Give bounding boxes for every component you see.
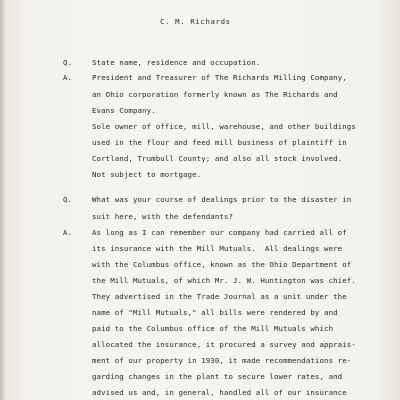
answer-label: A. (63, 228, 73, 237)
answer-line: the Mill Mutuals, of which Mr. J. W. Huntington was chief. (92, 276, 356, 285)
answer-line: Cortland, Trumbull County; and also all stock involved. (92, 154, 343, 163)
question-line: suit here, with the defendants? (92, 212, 234, 221)
answer-line: an Ohio corporation formerly known as The Richards and (92, 90, 338, 99)
answer-line: As long as I can remember our company had carried all of (92, 228, 347, 237)
answer-label: A. (63, 73, 73, 82)
answer-line: advised us and, in general, handled all of our insurance (92, 388, 347, 397)
question-line: What was your course of dealings prior to the disaster in (92, 195, 352, 204)
answer-line: name of "Mill Mutuals," all bills were rendered by and (92, 308, 338, 317)
document-heading: C. M. Richards (160, 17, 231, 26)
answer-line: Not subject to mortgage. (92, 170, 202, 179)
answer-line: Evans Company. (92, 106, 156, 115)
answer-line: paid to the Columbus office of the Mill Mutuals which (92, 324, 334, 333)
answer-line: used in the flour and feed mill business of plaintiff in (92, 138, 347, 147)
question-label: Q. (63, 195, 73, 204)
answer-line: allocated the insurance, it procured a survey and apprais- (92, 340, 356, 349)
answer-line: its insurance with the Mill Mutuals. All dealings were (92, 244, 343, 253)
answer-line: Sole owner of office, mill, warehouse, and other buildings (92, 122, 356, 131)
answer-line: garding changes in the plant to secure lower rates, and (92, 372, 343, 381)
question-label: Q. (63, 58, 73, 67)
answer-line: with the Columbus office, known as the Ohio Department of (92, 260, 352, 269)
question-line: State name, residence and occupation. (92, 58, 261, 67)
answer-line: President and Treasurer of The Richards Milling Company, (92, 73, 347, 82)
answer-line: ment of our property in 1930, it made recommendations re- (92, 356, 352, 365)
answer-line: They advertised in the Trade Journal as a unit under the (92, 292, 347, 301)
